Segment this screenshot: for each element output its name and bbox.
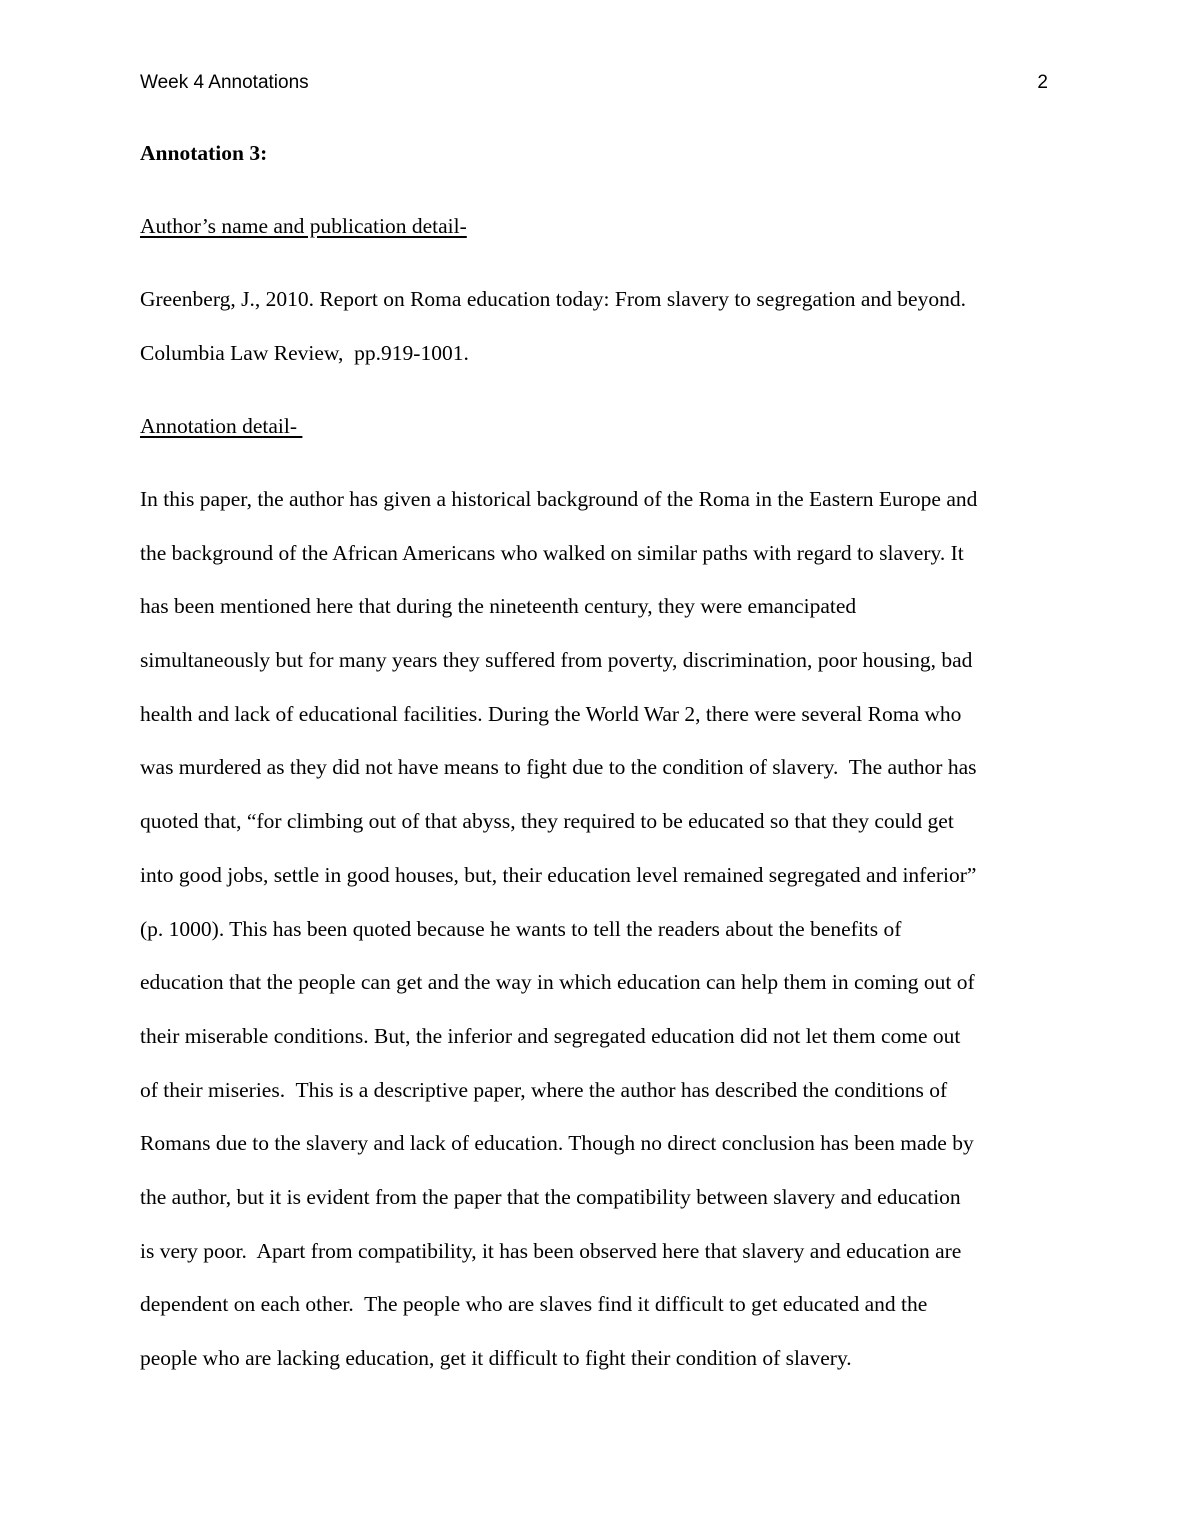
paragraph-line: simultaneously but for many years they suffered from poverty, discrimination, poor housing, bad [140,648,973,673]
annotation-paragraph [140,473,1052,1386]
paragraph-line: has been mentioned here that during the nineteenth century, they were emancipated [140,594,857,619]
paragraph-line: people who are lacking education, get it difficult to fight their condition of slavery. [140,1346,852,1370]
paragraph-line: the author, but it is evident from the paper that the compatibility between slavery and education [140,1184,961,1209]
paragraph-line: of their miseries. This is a descriptive paper, where the author has described the conditions of [140,1077,948,1102]
citation-line: Greenberg, J., 2010. Report on Roma education today: From slavery to segregation and beyond. [140,287,966,311]
paragraph-line: was murdered as they did not have means to fight due to the condition of slavery. The author has [140,755,977,780]
paragraph-line: into good jobs, settle in good houses, but, their education level remained segregated and inferior” [140,862,977,887]
paragraph-line: (p. 1000). This has been quoted because he wants to tell the readers about the benefits of [140,916,902,941]
paragraph-line: their miserable conditions. But, the inferior and segregated education did not let them come out [140,1023,961,1048]
paragraph-line: Romans due to the slavery and lack of education. Though no direct conclusion has been made by [140,1131,974,1156]
paragraph-line: health and lack of educational facilities. During the World War 2, there were several Roma who [140,701,962,726]
annotation-heading: Annotation 3: [140,141,268,165]
paragraph-line: is very poor. Apart from compatibility, it has been observed here that slavery and education are [140,1238,962,1263]
author-publication-label: Author’s name and publication detail- [140,214,467,238]
paragraph-line: dependent on each other. The people who are slaves find it difficult to get educated and the [140,1292,928,1317]
running-head: Week 4 Annotations [140,72,309,93]
page-header [140,70,1048,96]
paragraph-line: education that the people can get and the way in which education can help them in coming out of [140,970,975,995]
paragraph-line: In this paper, the author has given a historical background of the Roma in the Eastern Europe and [140,487,978,511]
citation-line: Columbia Law Review, pp.919-1001. [140,340,469,365]
citation [140,273,1052,380]
page-number: 2 [1037,72,1048,93]
paragraph-line: quoted that, “for climbing out of that abyss, they required to be educated so that they could get [140,809,954,834]
annotation-detail-label: Annotation detail- [140,414,303,438]
paragraph-line: the background of the African Americans who walked on similar paths with regard to slavery. It [140,540,964,565]
